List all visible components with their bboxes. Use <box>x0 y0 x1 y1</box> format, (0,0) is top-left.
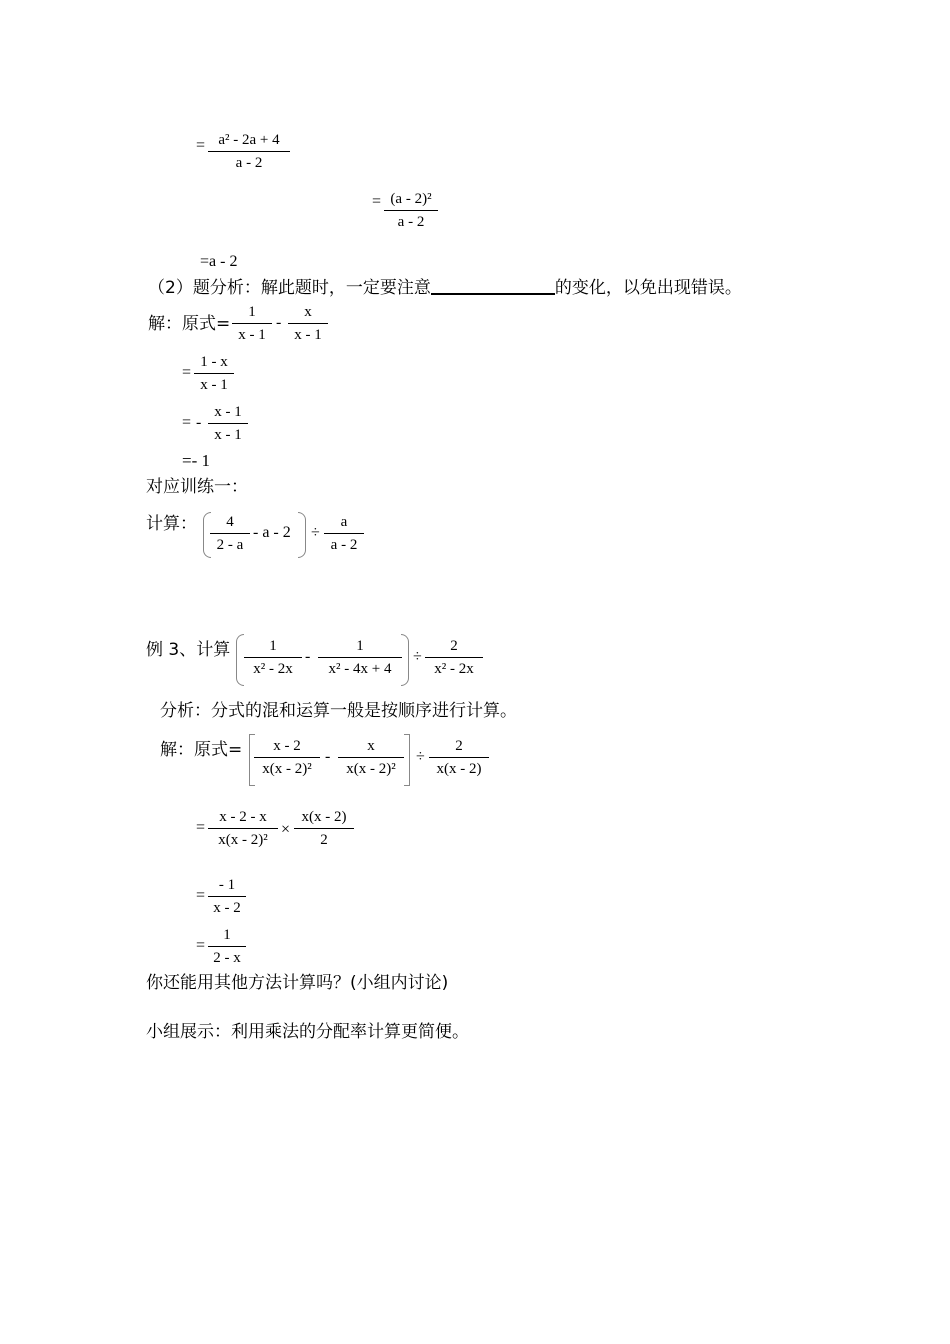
fraction-x-2-over-x-x-2-sq <box>254 737 320 778</box>
numerator: x - 1 <box>214 404 242 420</box>
denominator: x - 1 <box>294 327 322 343</box>
result-minus-1: =- 1 <box>182 451 210 470</box>
denominator: 2 <box>320 832 328 848</box>
minus-sign: - <box>325 748 331 765</box>
fraction-1-over-x2-4x-4 <box>318 637 402 678</box>
solution-label: 解：原式= <box>148 314 231 334</box>
numerator: 2 <box>455 738 463 754</box>
denominator: x - 1 <box>214 427 242 443</box>
fraction-x-1-over-x-1 <box>208 403 248 444</box>
numerator: 1 <box>223 927 231 943</box>
discussion-question: 你还能用其他方法计算吗？(小组内讨论) <box>146 973 449 993</box>
fraction-x-over-x-x-2-sq <box>338 737 404 778</box>
fraction-a-2-squared <box>384 190 438 231</box>
denominator: x² - 4x + 4 <box>328 661 392 677</box>
numerator: a² - 2a + 4 <box>218 132 280 148</box>
numerator: 1 <box>269 638 277 654</box>
numerator: x - 2 <box>273 738 301 754</box>
denominator: x² - 2x <box>434 661 474 677</box>
denominator: a - 2 <box>397 214 425 230</box>
minus-sign: - <box>276 314 282 331</box>
fraction-1-x-over-x-1 <box>194 353 234 394</box>
numerator: 2 <box>450 638 458 654</box>
denominator: 2 - a <box>216 537 244 553</box>
equals-sign: = <box>182 364 192 381</box>
fraction-4-over-2-a <box>210 513 250 554</box>
fraction-2-over-x-x-2 <box>429 737 489 778</box>
analysis-line-2 <box>148 277 742 298</box>
denominator: 2 - x <box>213 950 241 966</box>
fraction-a-over-a-2 <box>324 513 364 554</box>
equals-sign: = <box>196 887 206 904</box>
numerator: - 1 <box>218 877 236 893</box>
fraction-2-over-x2-2x <box>425 637 483 678</box>
analysis-suffix: 的变化，以免出现错误。 <box>554 278 742 298</box>
solution-label: 解：原式= <box>160 740 243 760</box>
equals-sign: = <box>196 937 206 954</box>
denominator: a - 2 <box>235 155 263 171</box>
denominator: x(x - 2)² <box>346 761 396 777</box>
numerator: x <box>367 738 375 754</box>
example3-analysis: 分析：分式的混和运算一般是按顺序进行计算。 <box>160 701 517 721</box>
denominator: x - 1 <box>200 377 228 393</box>
right-paren <box>298 512 306 558</box>
denominator: x(x - 2) <box>436 761 482 777</box>
equals-sign: = <box>196 137 206 154</box>
equals-sign: = <box>182 414 192 431</box>
numerator: (a - 2)² <box>390 191 432 207</box>
divide-sign: ÷ <box>311 524 320 541</box>
divide-sign: ÷ <box>416 748 425 765</box>
analysis-prefix: （2）题分析：解此题时，一定要注意 <box>148 278 431 298</box>
minus-sign: - <box>305 648 311 665</box>
example3-label: 例 3、计算 <box>146 640 231 660</box>
fraction-1-over-x-1 <box>232 303 272 344</box>
denominator: x - 1 <box>238 327 266 343</box>
practice-title: 对应训练一： <box>146 477 248 497</box>
numerator: x - 2 - x <box>219 809 267 825</box>
left-paren <box>236 634 244 686</box>
group-show: 小组展示：利用乘法的分配率计算更简便。 <box>146 1022 469 1042</box>
equals-sign: = <box>372 193 382 210</box>
right-paren <box>401 634 409 686</box>
denominator: x(x - 2)² <box>262 761 312 777</box>
fraction-neg1-over-x-2 <box>208 876 246 917</box>
minus-a-minus-2: - a - 2 <box>253 524 291 541</box>
equals-sign: = <box>196 819 206 836</box>
minus-sign: - <box>196 414 202 431</box>
numerator: 1 <box>248 304 256 320</box>
fraction-x-over-x-1 <box>288 303 328 344</box>
fraction-1-over-2-x <box>208 926 246 967</box>
fraction-a2-2a-4 <box>208 131 290 172</box>
divide-sign: ÷ <box>413 648 422 665</box>
denominator: a - 2 <box>330 537 358 553</box>
fraction-x-x-2-over-2 <box>294 808 354 849</box>
fraction-1-over-x2-2x <box>244 637 302 678</box>
times-sign: × <box>281 821 291 838</box>
numerator: 4 <box>226 514 234 530</box>
denominator: x(x - 2)² <box>218 832 268 848</box>
numerator: a <box>340 514 348 530</box>
result-a-minus-2: =a - 2 <box>200 253 238 270</box>
denominator: x - 2 <box>213 900 241 916</box>
fraction-x-2-x-over-x-x-2-sq <box>208 808 278 849</box>
numerator: 1 <box>356 638 364 654</box>
right-bracket <box>404 734 410 786</box>
practice-label: 计算： <box>146 514 197 534</box>
numerator: x(x - 2) <box>301 809 347 825</box>
denominator: x² - 2x <box>253 661 293 677</box>
fill-in-blank <box>431 277 555 295</box>
numerator: x <box>304 304 312 320</box>
numerator: 1 - x <box>200 354 228 370</box>
